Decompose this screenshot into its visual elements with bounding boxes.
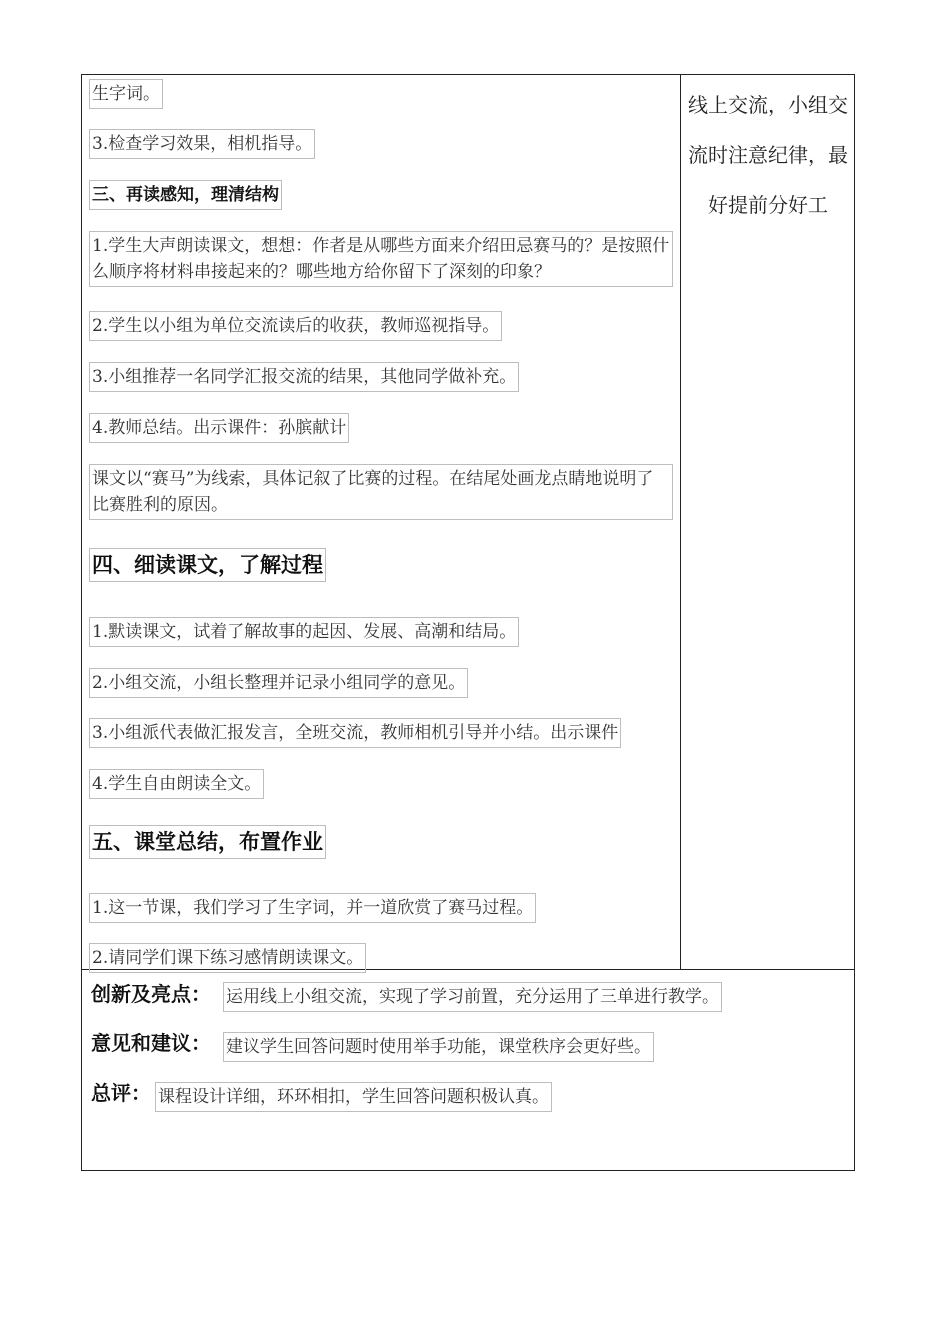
paragraph-homework: 2.请同学们课下练习感情朗读课文。 — [89, 943, 366, 973]
paragraph-report: 3.小组推荐一名同学汇报交流的结果，其他同学做补充。 — [89, 362, 519, 392]
overall-label: 总评： — [91, 1081, 151, 1105]
paragraph-group-share: 2.学生以小组为单位交流读后的收获，教师巡视指导。 — [89, 311, 502, 341]
overall-text: 课程设计详细，环环相扣，学生回答问题积极认真。 — [155, 1082, 552, 1112]
paragraph-teacher-summary: 4.教师总结。出示课件：孙膑献计 — [89, 413, 349, 443]
paragraph-check: 3.检查学习效果，相机指导。 — [89, 129, 315, 159]
paragraph-class-exchange: 3.小组派代表做汇报发言，全班交流，教师相机引导并小结。出示课件 — [89, 718, 621, 748]
paragraph-read-aloud: 1.学生大声朗读课文，想想：作者是从哪些方面来介绍田忌赛马的？是按照什么顺序将材料串接起来的？哪些地方给你留下了深刻的印象？ — [89, 231, 673, 287]
paragraph-vocab: 生字词。 — [89, 79, 163, 109]
paragraph-main-idea: 课文以“赛马”为线索，具体记叙了比赛的过程。在结尾处画龙点睛地说明了比赛胜利的原因。 — [89, 464, 673, 520]
section-heading-5: 五、课堂总结，布置作业 — [89, 825, 326, 859]
side-note: 线上交流，小组交流时注意纪律，最好提前分好工 — [688, 93, 848, 217]
paragraph-free-read: 4.学生自由朗读全文。 — [89, 769, 264, 799]
section-heading-4: 四、细读课文，了解过程 — [89, 548, 326, 582]
paragraph-silent-read: 1.默读课文，试着了解故事的起因、发展、高潮和结局。 — [89, 617, 519, 647]
section-heading-3: 三、再读感知，理清结构 — [89, 180, 282, 210]
suggestion-text: 建议学生回答问题时使用举手功能，课堂秩序会更好些。 — [223, 1032, 654, 1062]
paragraph-lesson-recap: 1.这一节课，我们学习了生字词，并一道欣赏了赛马过程。 — [89, 893, 536, 923]
suggestion-label: 意见和建议： — [91, 1031, 211, 1055]
highlight-text: 运用线上小组交流，实现了学习前置，充分运用了三单进行教学。 — [223, 982, 722, 1012]
column-divider — [680, 74, 681, 970]
highlight-label: 创新及亮点： — [91, 982, 211, 1006]
paragraph-group-record: 2.小组交流，小组长整理并记录小组同学的意见。 — [89, 668, 468, 698]
